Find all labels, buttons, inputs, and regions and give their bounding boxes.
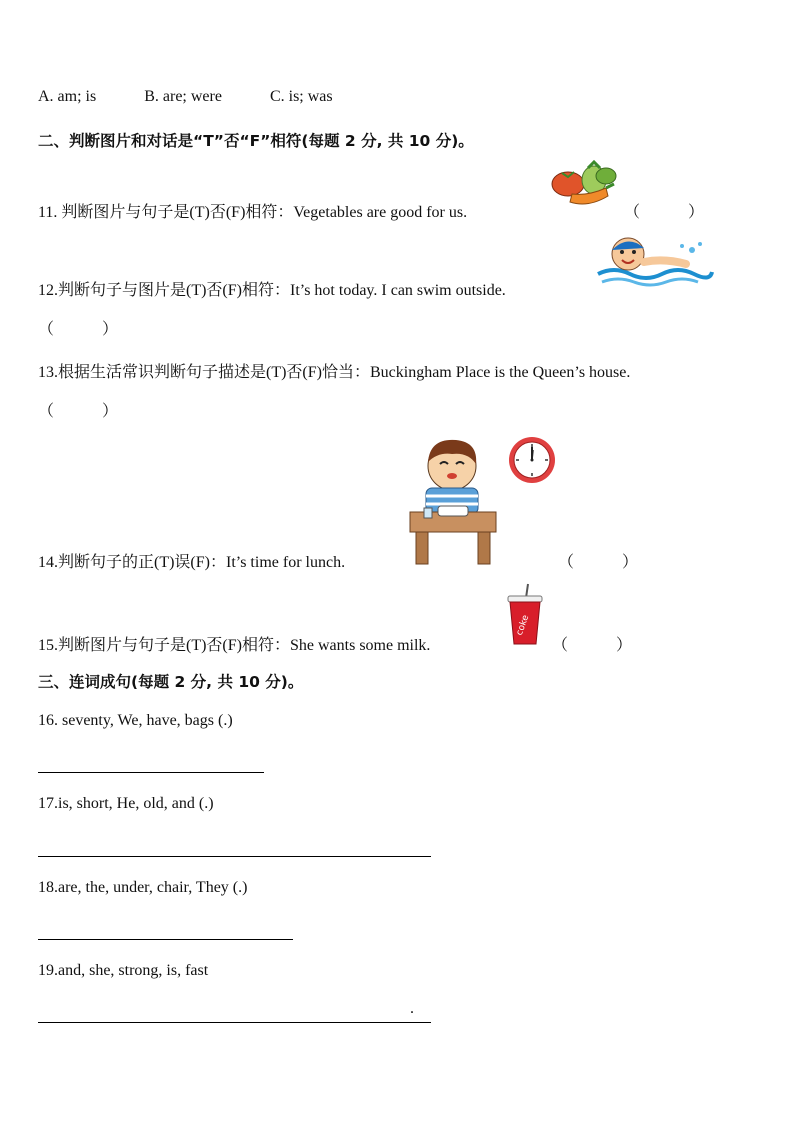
question-19: 19.and, she, strong, is, fast — [38, 962, 209, 979]
question-11: 11. 判断图片与句子是(T)否(F)相符：Vegetables are good for us. — [38, 204, 468, 221]
cola-cup-picture — [506, 582, 544, 646]
question-18: 18.are, the, under, chair, They (.) — [38, 879, 248, 896]
section-3-heading: 三、连词成句(每题 2 分, 共 10 分)。 — [38, 673, 304, 691]
question-14: 14.判断句子的正(T)误(F)：It’s time for lunch. — [38, 554, 346, 571]
answer-paren-12[interactable]: （ ） — [38, 321, 119, 338]
question-16: 16. seventy, We, have, bags (.) — [38, 712, 233, 729]
question-17: 17.is, short, He, old, and (.) — [38, 795, 214, 812]
answer-paren-15[interactable]: （ ） — [552, 637, 633, 654]
cup-label: coke — [514, 613, 532, 637]
question-12: 12.判断句子与图片是(T)否(F)相符：It’s hot today. I can swim outside. — [38, 282, 506, 299]
option-c: C. is; was — [269, 88, 333, 105]
answer-line-19[interactable] — [38, 1021, 431, 1023]
answer-paren-11[interactable]: （ ） — [624, 204, 705, 221]
answer-paren-14[interactable]: （ ） — [558, 554, 639, 571]
answer-line-16[interactable] — [38, 771, 264, 773]
question-15: 15.判断图片与句子是(T)否(F)相符：She wants some milk. — [38, 637, 431, 654]
answer-paren-13[interactable]: （ ） — [38, 403, 119, 420]
end-period-19: . — [410, 1000, 414, 1017]
swimming-boy-picture — [594, 230, 714, 288]
answer-line-17[interactable] — [38, 855, 431, 857]
question-13: 13.根据生活常识判断句子描述是(T)否(F)恰当：Buckingham Place is the Queen’s house. — [38, 364, 631, 381]
vegetables-picture — [548, 158, 618, 212]
boy-eating-lunch-picture — [408, 434, 498, 566]
option-b: B. are; were — [144, 88, 222, 105]
clock-picture — [507, 435, 557, 485]
q10-options — [38, 88, 333, 106]
answer-line-18[interactable] — [38, 938, 293, 940]
section-2-heading: 二、判断图片和对话是“T”否“F”相符(每题 2 分, 共 10 分)。 — [38, 132, 474, 150]
option-a: A. am; is — [38, 88, 97, 105]
